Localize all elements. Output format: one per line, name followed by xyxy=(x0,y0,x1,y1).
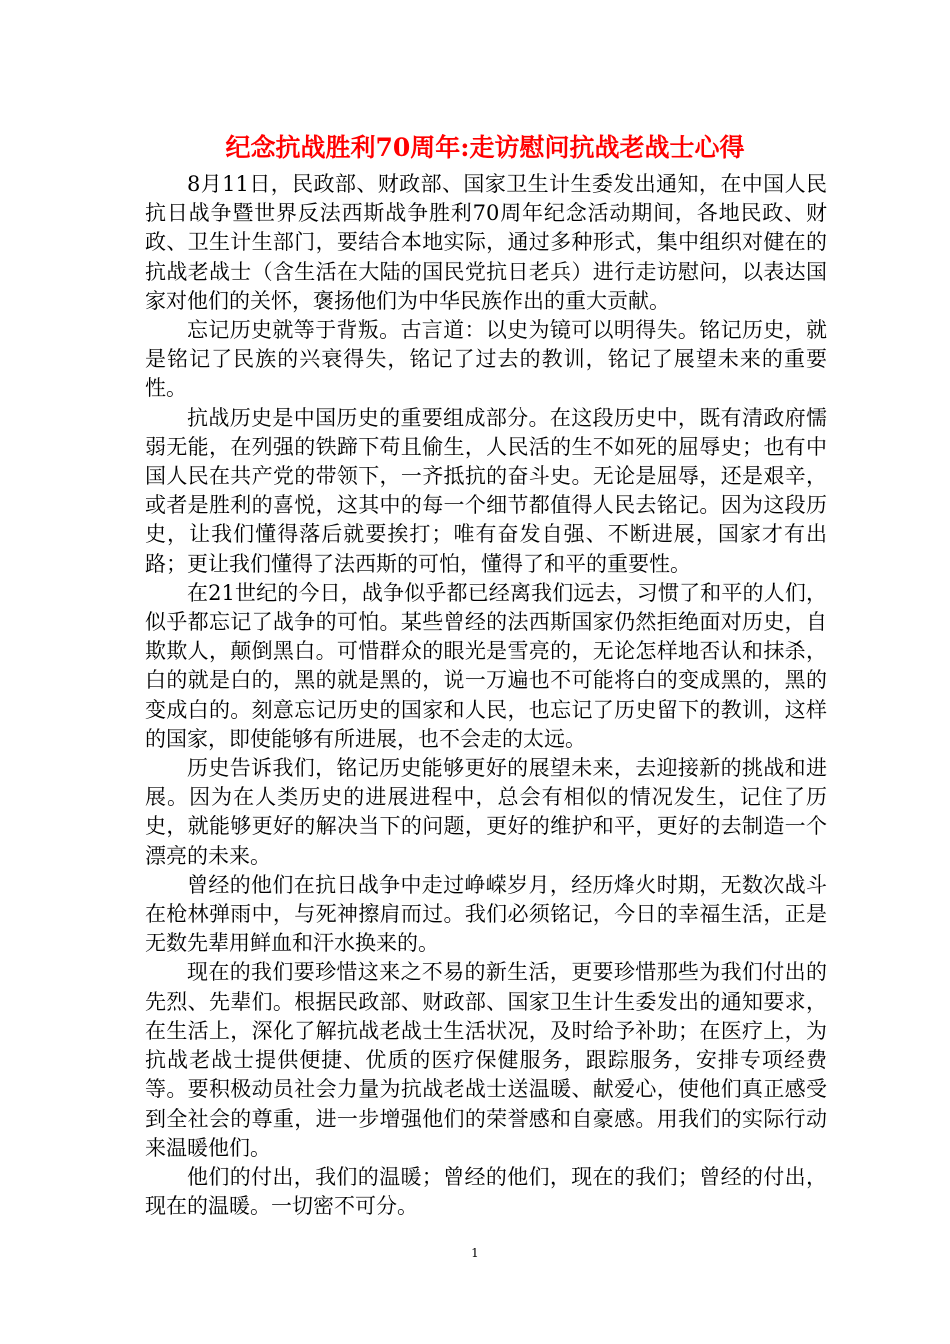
paragraph: 他们的付出，我们的温暖；曾经的他们，现在的我们；曾经的付出，现在的温暖。一切密不可分。 xyxy=(145,1164,827,1219)
paragraph: 在21世纪的今日，战争似乎都已经离我们远去，习惯了和平的人们，似乎都忘记了战争的可怕。某些曾经的法西斯国家仍然拒绝面对历史，自欺欺人，颠倒黑白。可惜群众的眼光是雪亮的，无论怎样地否认和抹杀，白的就是白的，黑的就是黑的，说一万遍也不可能将白的变成黑的，黑的变成白的。刻意忘记历史的国家和人民，也忘记了历史留下的教训，这样的国家，即使能够有所进展，也不会走的太远。 xyxy=(145,580,827,751)
document-body xyxy=(145,170,827,1221)
document-title: 纪念抗战胜利70周年:走访慰问抗战老战士心得 xyxy=(225,133,745,162)
page-number: 1 xyxy=(471,1246,479,1260)
paragraph: 现在的我们要珍惜这来之不易的新生活，更要珍惜那些为我们付出的先烈、先辈们。根据民政部、财政部、国家卫生计生委发出的通知要求，在生活上，深化了解抗战老战士生活状况，及时给予补助；在医疗上，为抗战老战士提供便捷、优质的医疗保健服务，跟踪服务，安排专项经费等。要积极动员社会力量为抗战老战士送温暖、献爱心，使他们真正感受到全社会的尊重，进一步增强他们的荣誉感和自豪感。用我们的实际行动来温暖他们。 xyxy=(145,960,827,1160)
paragraph: 抗战历史是中国历史的重要组成部分。在这段历史中，既有清政府懦弱无能，在列强的铁蹄下苟且偷生，人民活的生不如死的屈辱史；也有中国人民在共产党的带领下，一齐抵抗的奋斗史。无论是屈辱，还是艰辛，或者是胜利的喜悦，这其中的每一个细节都值得人民去铭记。因为这段历史，让我们懂得落后就要挨打；唯有奋发自强、不断进展，国家才有出路；更让我们懂得了法西斯的可怕，懂得了和平的重要性。 xyxy=(145,405,827,576)
paragraph: 忘记历史就等于背叛。古言道：以史为镜可以明得失。铭记历史，就是铭记了民族的兴衰得失，铭记了过去的教训，铭记了展望未来的重要性。 xyxy=(145,318,827,401)
paragraph: 8月11日，民政部、财政部、国家卫生计生委发出通知，在中国人民抗日战争暨世界反法西斯战争胜利70周年纪念活动期间，各地民政、财政、卫生计生部门，要结合本地实际，通过多种形式，集中组织对健在的抗战老战士（含生活在大陆的国民党抗日老兵）进行走访慰问，以表达国家对他们的关怀，褒扬他们为中华民族作出的重大贡献。 xyxy=(145,172,827,313)
paragraph: 历史告诉我们，铭记历史能够更好的展望未来，去迎接新的挑战和进展。因为在人类历史的进展进程中，总会有相似的情况发生，记住了历史，就能够更好的解决当下的问题，更好的维护和平，更好的去制造一个漂亮的未来。 xyxy=(145,756,827,868)
paragraph: 曾经的他们在抗日战争中走过峥嵘岁月，经历烽火时期，无数次战斗在枪林弹雨中，与死神擦肩而过。我们必须铭记，今日的幸福生活，正是无数先辈用鲜血和汗水换来的。 xyxy=(145,872,827,956)
